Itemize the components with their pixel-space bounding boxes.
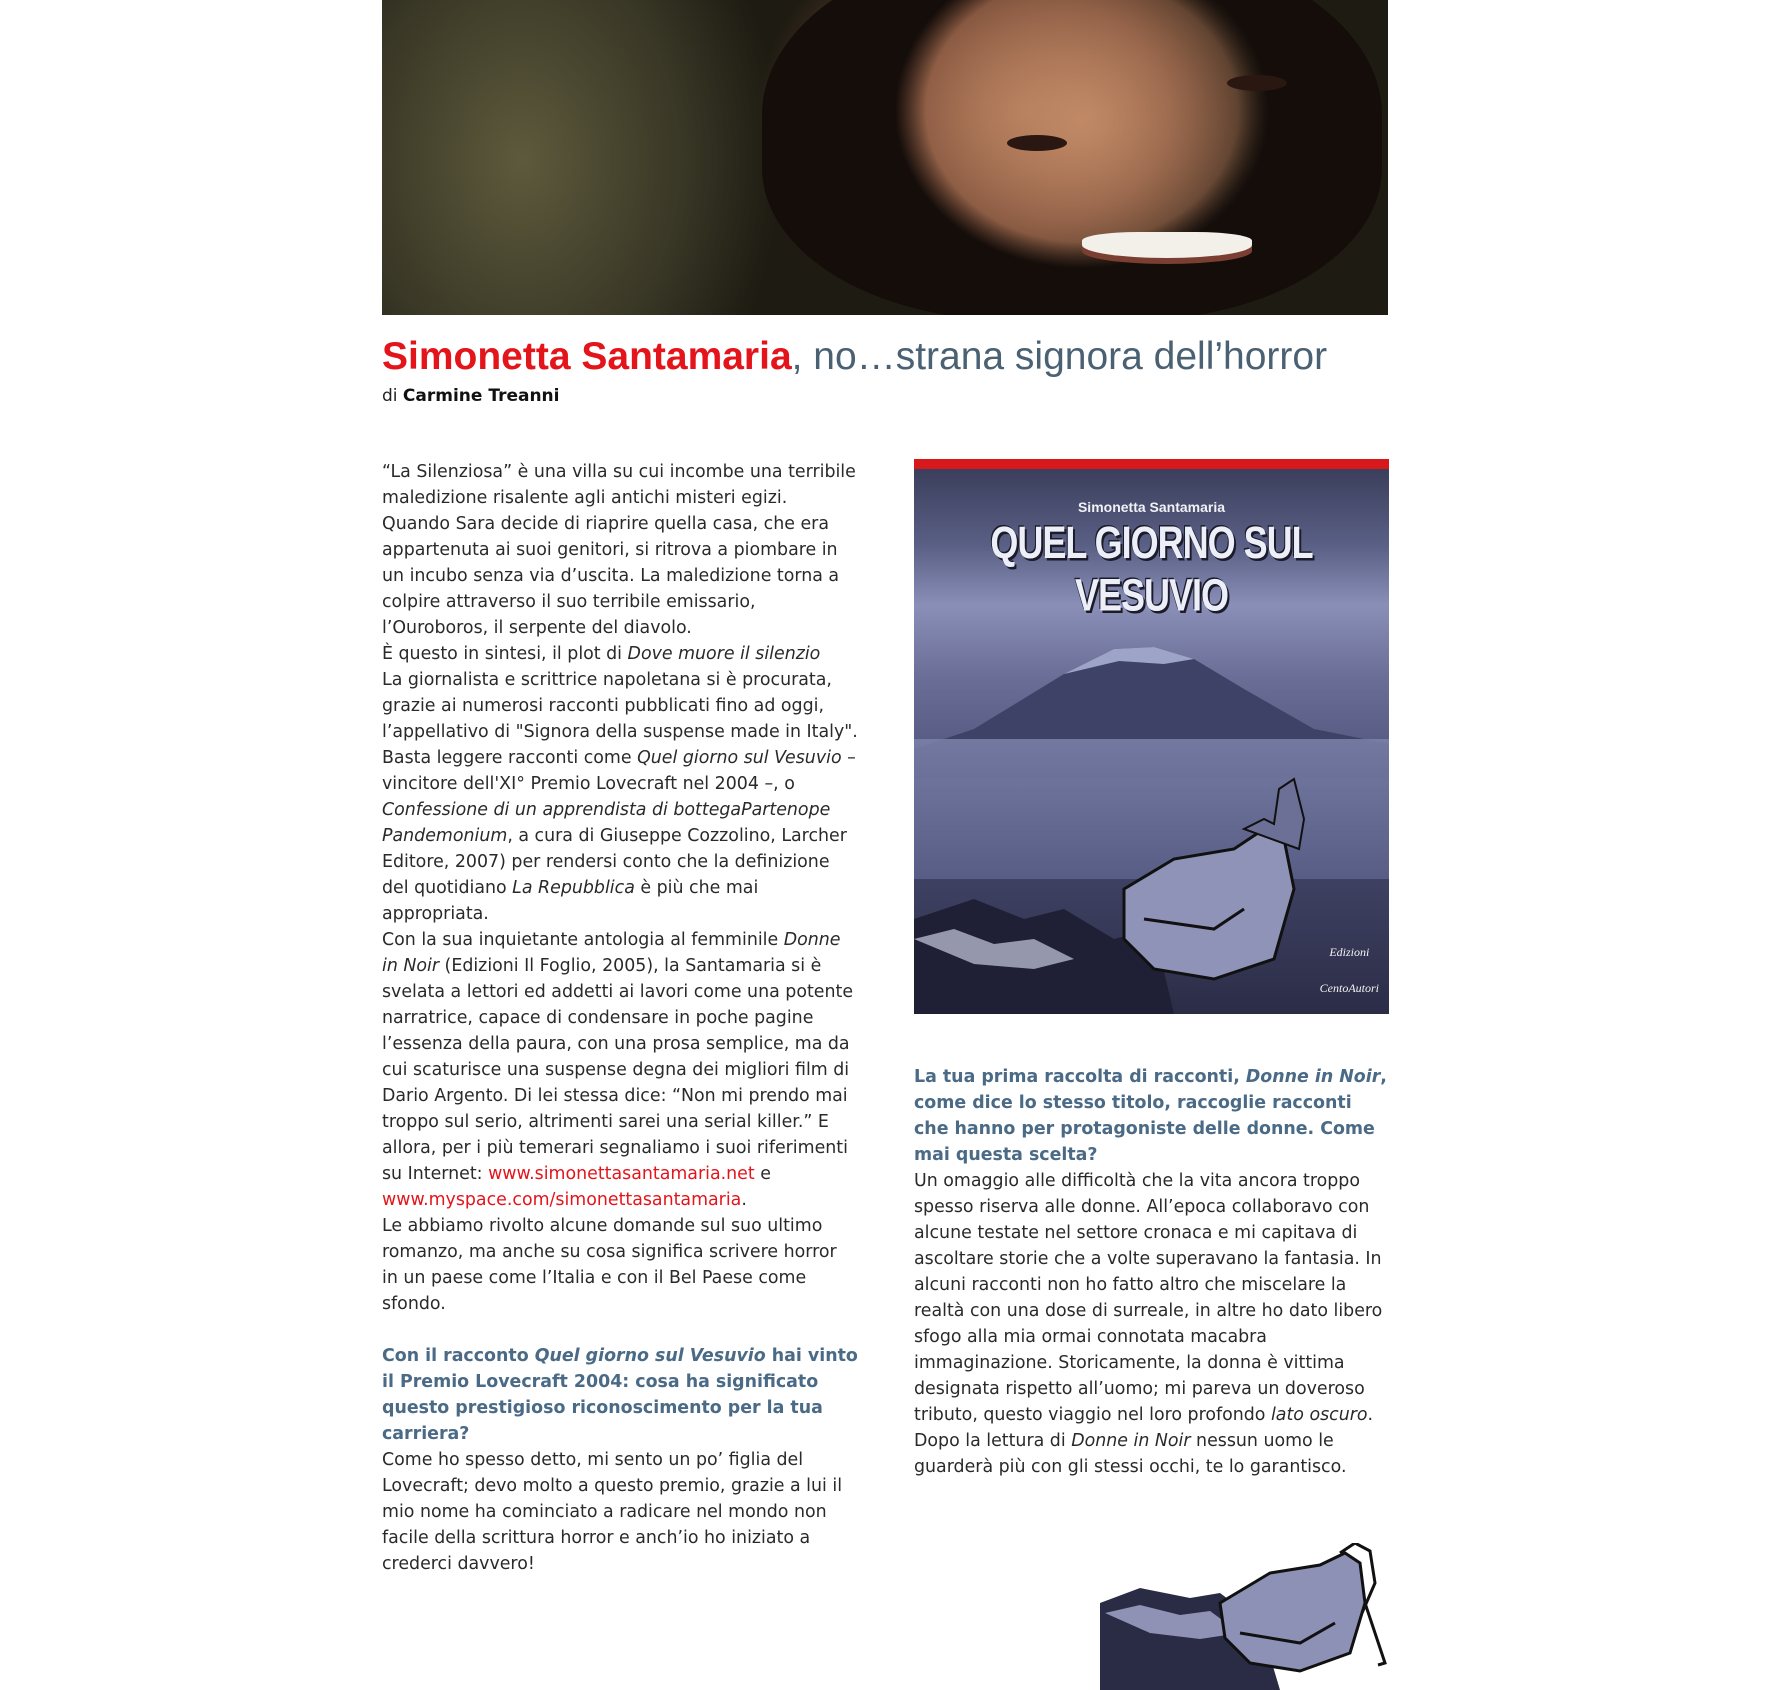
question-1: Con il racconto Quel giorno sul Vesuvio hai vinto il Premio Lovecraft 2004: cosa ha significato questo prestigioso riconoscimento per la tua carriera? xyxy=(382,1346,858,1444)
left-column xyxy=(382,459,858,1577)
cover-author: Simonetta Santamaria xyxy=(1077,499,1226,515)
portrait-right-eye xyxy=(1227,75,1287,91)
byline xyxy=(382,386,560,406)
intro-paragraph: “La Silenziosa” è una villa su cui incombe una terribile maledizione risalente agli antichi misteri egizi. Quando Sara decide di riaprire quella casa, che era appartenuta ai suoi genitori, si ritrova a piombare in un incubo senza via d’uscita. La maledizione torna a colpire attraverso il suo terribile emissario, l’Ouroboros, il serpente del diavolo. xyxy=(382,462,856,638)
questions-intro-paragraph: Le abbiamo rivolto alcune domande sul suo ultimo romanzo, ma anche su cosa significa scrivere horror in un paese come l’Italia e con il Bel Paese come sfondo. xyxy=(382,1216,837,1314)
anthology-paragraph: Con la sua inquietante antologia al femminile Donne in Noir (Edizioni Il Foglio, 2005), la Santamaria si è svelata a lettori ed addetti ai lavori come una potente narratrice, capace di condensare in poche pagine l’essenza della paura, con una prosa semplice, ma da cui scaturisce una suspense degna dei migliori film di Dario Argento. Di lei stessa dice: “Non mi prendo mai troppo sul serio, altrimenti sarei una serial killer.” E allora, per i più temerari segnaliamo i suoi riferimenti su Internet: www.simonettasantamaria.net e www.myspace.com/simonettasantamaria. xyxy=(382,930,854,1210)
portrait-hair xyxy=(762,0,1382,315)
backpack-sketch-image xyxy=(1100,1543,1390,1690)
myspace-link[interactable]: www.myspace.com/simonettasantamaria xyxy=(382,1190,742,1210)
book-title-italic: Dove muore il silenzio xyxy=(627,644,821,664)
answer-1: Come ho spesso detto, mi sento un po’ figlia del Lovecraft; devo molto a questo premio, grazie a lui il mio nome ha cominciato a radicare nel mondo non facile della scrittura horror e anch’io ho iniziato a crederci davvero! xyxy=(382,1450,843,1574)
cover-title: QUEL GIORNO SUL VESUVIO xyxy=(990,516,1313,621)
question-2: La tua prima raccolta di racconti, Donne in Noir, come dice lo stesso titolo, raccoglie racconti che hanno per protagoniste delle donne. Come mai questa scelta? xyxy=(914,1067,1387,1165)
plot-paragraph: È questo in sintesi, il plot di Dove muore il silenzio xyxy=(382,644,821,664)
spacer xyxy=(382,1317,858,1343)
website-link[interactable]: www.simonettasantamaria.net xyxy=(488,1164,755,1184)
cover-foreground-rocks xyxy=(914,769,1389,1014)
portrait-smile xyxy=(1082,232,1252,258)
byline-prefix: di xyxy=(382,386,403,406)
title-name: Simonetta Santamaria xyxy=(382,335,792,378)
portrait-left-eye xyxy=(1007,135,1067,151)
right-column xyxy=(914,1064,1392,1480)
author-portrait-photo xyxy=(382,0,1388,315)
byline-author[interactable]: Carmine Treanni xyxy=(402,386,560,406)
author-paragraph: La giornalista e scrittrice napoletana si è procurata, grazie ai numerosi racconti pubblicati fino ad oggi, l’appellativo di "Signora della suspense made in Italy". Basta leggere racconti come Quel giorno sul Vesuvio – vincitore dell'XI° Premio Lovecraft nel 2004 –, o Confessione di un apprendista di bottegaPartenope Pandemonium, a cura di Giuseppe Cozzolino, Larcher Editore, 2007) per rendersi conto che la definizione del quotidiano La Repubblica è più che mai appropriata. xyxy=(382,670,858,924)
book-cover-image xyxy=(914,459,1389,1014)
answer-2: Un omaggio alle difficoltà che la vita ancora troppo spesso riserva alle donne. All’epoca collaboravo con alcune testate nel settore cronaca e mi capitava di ascoltare storie che a volte superavano la fantasia. In alcuni racconti non ho fatto altro che miscelare la realtà con una dose di surreale, in altre ho dato libero sfogo alla mia ormai connotata macabra immaginazione. Storicamente, la donna è vittima designata rispetto all’uomo; mi pareva un doveroso tributo, questo viaggio nel loro profondo lato oscuro. Dopo la lettura di Donne in Noir nessun uomo le guarderà più con gli stessi occhi, te lo garantisco. xyxy=(914,1171,1383,1477)
article-title xyxy=(382,335,1327,379)
title-rest: , no…strana signora dell’horror xyxy=(791,335,1328,378)
cover-publisher: Edizioni CentoAutori xyxy=(1319,945,1379,995)
